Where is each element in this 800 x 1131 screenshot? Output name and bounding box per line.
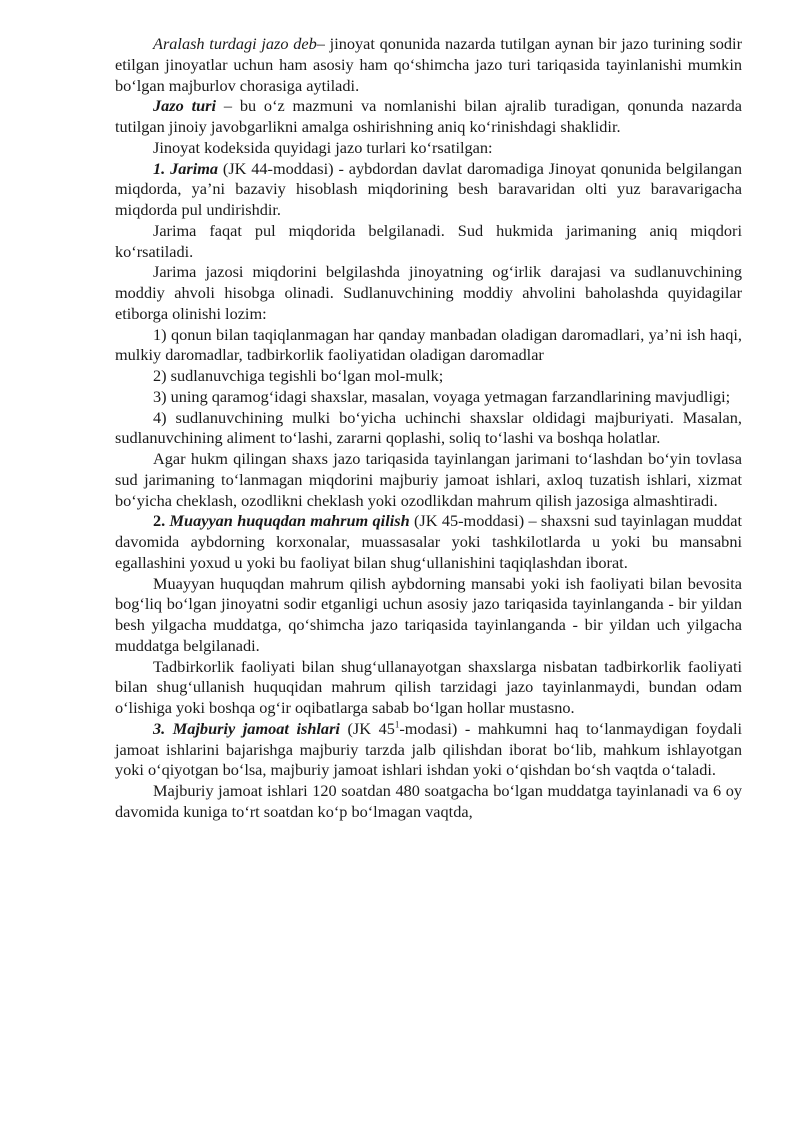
paragraph-public-works xyxy=(115,719,742,781)
paragraph-fine-amount: Jarima faqat pul miqdorida belgilanadi. Sud hukmida jarimaning aniq miqdori ko‘rsatiladi. xyxy=(115,220,742,261)
term-punishment-type: Jazo turi xyxy=(153,96,217,116)
list-item-4: 4) sudlanuvchining mulki bo‘yicha uchinchi shaxslar oldidagi majburiyati. Masalan, sudlanuvchining aliment to‘lashi, zararni qoplashi, soliq to‘lashi va boshqa holatlar. xyxy=(115,407,742,448)
paragraph-rights-terms: Muayyan huquqdan mahrum qilish aybdorning mansabi yoki ish faoliyati bilan bevosita bog‘liq bo‘lgan jinoyatni sodir etganligi uchun asosiy jazo tariqasida tayinlanganda - bir yildan besh yilgacha muddatga, qo‘shimcha jazo tariqasida tayinlanganda - bir yildan uch yilgacha muddatga belgilanadi. xyxy=(115,573,742,655)
paragraph-fine-criteria: Jarima jazosi miqdorini belgilashda jinoyatning og‘irlik darajasi va sudlanuvchining moddiy ahvoli hisobga olinadi. Sudlanuvchining moddiy ahvolini baholashda quyidagilar etiborga olinishi lozim: xyxy=(115,262,742,323)
paragraph-rights-deprivation xyxy=(115,511,742,573)
paragraph-text: – jinoyat qonunida nazarda tutilgan aynan bir jazo turining sodir etilgan jinoyatlar uchun ham asosiy ham qo‘shimcha jazo turi tariqasida tayinlanishi mumkin bo‘lgan majburlov chorasiga aytiladi. xyxy=(115,34,742,95)
paragraph-intro-list: Jinoyat kodeksida quyidagi jazo turlari ko‘rsatilgan: xyxy=(153,137,493,157)
list-item-3: 3) uning qaramog‘idagi shaxslar, masalan, voyaga yetmagan farzandlarining mavjudligi; xyxy=(153,386,731,406)
paragraph-fine-evasion: Agar hukm qilingan shaxs jazo tariqasida tayinlangan jarimani to‘lashdan bo‘yin tovlasa sud jarimaning to‘lanmagan miqdorini majburiy jamoat ishlari, axloq tuzatish ishlari, xizmat bo‘yicha cheklash, ozodlikni cheklash yoki ozodlikdan mahrum qilish jazosiga almashtiradi. xyxy=(115,449,742,510)
list-item-2: 2) sudlanuvchiga tegishli bo‘lgan mol-mulk; xyxy=(153,366,444,385)
superscript: 1 xyxy=(394,719,400,730)
paragraph-fine xyxy=(115,159,742,221)
heading-fine: 1. Jarima xyxy=(153,158,219,178)
paragraph-text: -modasi) - mahkumni haq to‘lanmaydigan foydali jamoat ishlarini bajarishga majburiy tarzda jalb qilishdan iborat bo‘lib, mahkum ishlayotgan yoki o‘qiyotgan bo‘lsa, majburiy jamoat ishlari ishdan yoki o‘qishdan bo‘sh vaqtda o‘taladi. xyxy=(115,718,743,780)
paragraph-text: – bu o‘z mazmuni va nomlanishi bilan ajralib turadigan, qonunda nazarda tutilgan jinoiy javobgarlikni amalga oshirishning aniq ko‘rinishdagi shaklidir. xyxy=(115,96,742,136)
term-mixed-punishment: Aralash turdagi jazo deb xyxy=(153,34,317,53)
paragraph-public-works-duration: Majburiy jamoat ishlari 120 soatdan 480 soatgacha bo‘lgan muddatga tayinlanadi va 6 oy davomida kuniga to‘rt soatdan ko‘p bo‘lmagan vaqtda, xyxy=(115,781,742,821)
document-page xyxy=(115,34,742,823)
paragraph-punishment-type xyxy=(115,96,742,138)
paragraph-mixed-punishment xyxy=(115,34,742,96)
paragraph-text: (JK 44-moddasi) - aybdordan davlat daromadiga Jinoyat qonunida belgilangan miqdorda, ya’ni bazaviy hisoblash miqdorining besh baravaridan olti yuz baravarigacha miqdorda pul undirishdir. xyxy=(115,158,742,219)
paragraph-text: (JK 45 xyxy=(339,718,395,738)
heading-number-2: 2. xyxy=(153,511,170,531)
paragraph-text: (JK 45-moddasi) – shaxsni sud tayinlagan muddat davomida aybdorning korxonalar, muassasalar yoki tashkilotlarda u yoki bu mansabni egallashini yoxud u yoki bu faoliyat bilan shug‘ullanishini taqiqlashdan iborat. xyxy=(115,511,742,572)
term-rights-deprivation: Muayyan huquqdan mahrum qilish xyxy=(169,511,410,531)
heading-public-works: 3. Majburiy jamoat ishlari xyxy=(153,718,340,738)
paragraph-entrepreneurs: Tadbirkorlik faoliyati bilan shug‘ullanayotgan shaxslarga nisbatan tadbirkorlik faoliyati bilan shug‘ullanish huquqidan mahrum qilish tarzidagi jazo tayinlanmaydi, bundan odam o‘lishiga yoki boshqa og‘ir oqibatlarga sabab bo‘lgan hollar mustasno. xyxy=(115,656,742,717)
list-item-1: 1) qonun bilan taqiqlanmagan har qanday manbadan oladigan daromadlari, ya’ni ish haqi, mulkiy daromadlar, tadbirkorlik faoliyatidan oladigan daromadlar xyxy=(115,324,742,365)
